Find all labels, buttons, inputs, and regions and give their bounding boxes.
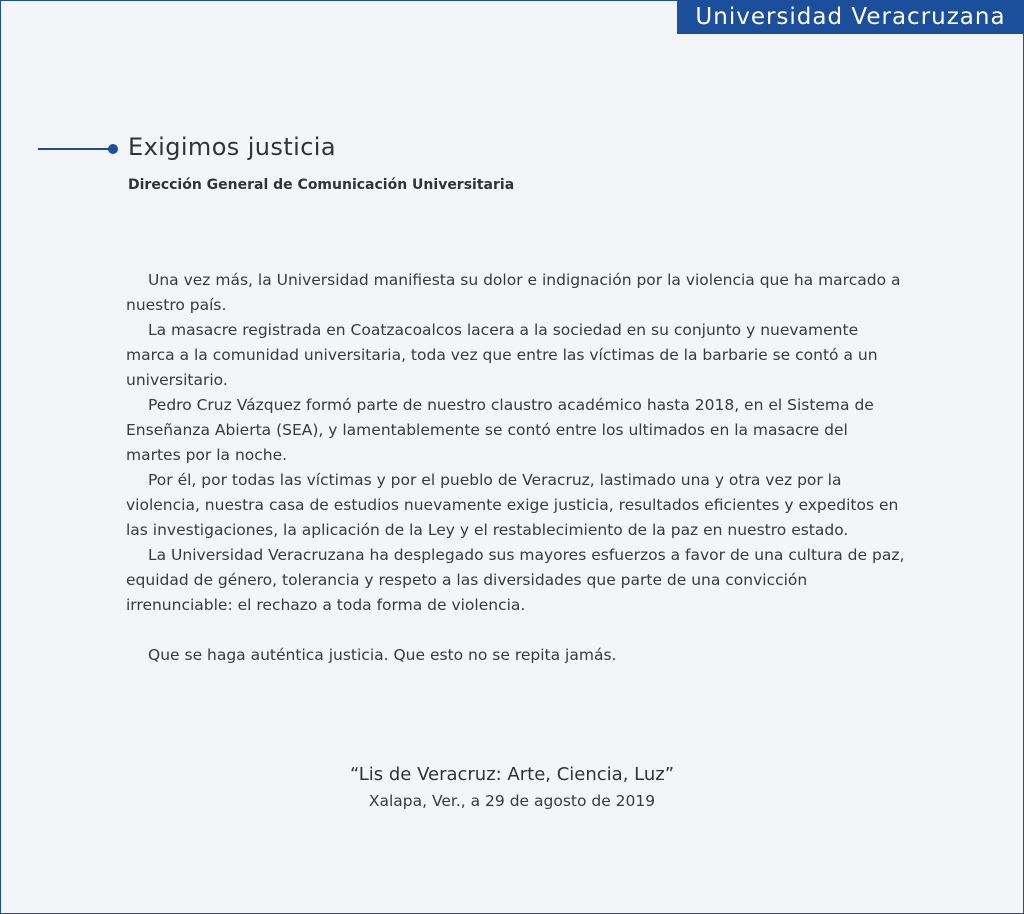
author-line: Dirección General de Comunicación Universitaria [128,177,515,193]
bullet-dot-icon [108,144,118,154]
paragraph: La Universidad Veracruzana ha desplegado sus mayores esfuerzos a favor de una cultura de paz, equidad de género, tolerancia y respeto a las diversidades que parte de una convicción irrenunciable: el rechazo a toda forma de violencia. [126,546,905,614]
paragraph: Una vez más, la Universidad manifiesta su dolor e indignación por la violencia que ha marcado a nuestro país. [126,271,901,314]
page-title: Exigimos justicia [128,133,336,161]
paragraph: Por él, por todas las víctimas y por el pueblo de Veracruz, lastimado una y otra vez por la violencia, nuestra casa de estudios nuevamente exige justicia, resultados eficientes y expeditos en las investigaciones, la aplicación de la Ley y el restablecimiento de la paz en nuestro estado. [126,471,899,539]
university-banner[interactable]: Universidad Veracruzana [677,0,1024,34]
motto: “Lis de Veracruz: Arte, Ciencia, Luz” [349,764,675,785]
article-body [126,268,906,668]
paragraph: La masacre registrada en Coatzacoalcos lacera a la sociedad en su conjunto y nuevamente marca a la comunidad universitaria, toda vez que entre las víctimas de la barbarie se contó a un universitario. [126,321,878,389]
title-rule [38,148,112,150]
place-date: Xalapa, Ver., a 29 de agosto de 2019 [368,792,656,810]
paragraph: Pedro Cruz Vázquez formó parte de nuestro claustro académico hasta 2018, en el Sistema de Enseñanza Abierta (SEA), y lamentablemente se contó entre los ultimados en la masacre del martes por la noche. [126,396,874,464]
closing-paragraph: Que se haga auténtica justicia. Que esto no se repita jamás. [148,646,617,664]
